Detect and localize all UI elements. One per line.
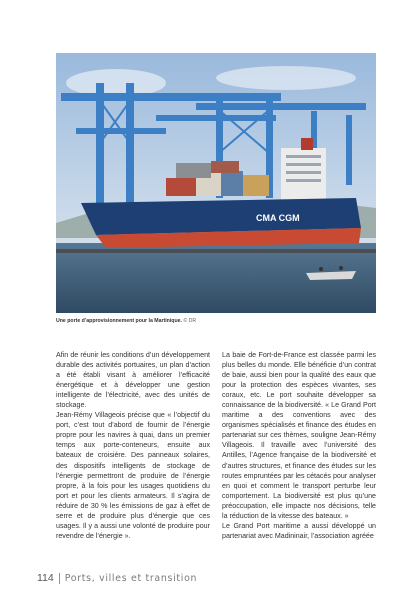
footer-divider bbox=[59, 573, 60, 584]
paragraph: Le Grand Port maritime a aussi développé un partenariat avec Madininair, l’association agréée bbox=[222, 521, 376, 540]
paragraph: Jean-Rémy Villageois précise que « l’objectif du port, c’est tout d’abord de fournir de l’énergie propre pour les navires à quai, dans un premier temps aux porte-conteneurs, ensuite aux bateaux de croisière. Des panneaux solaires, des dispositifs intelligents de stockage de l’énergie permettront de produire de l’énergie propre, à la fois pour les usages quotidiens du port et pour les clients armateurs. Il s’agira de réduire de 30 % les émissions de gaz à effet de serre et de produire plus d’énergie que ces usages. Il y a aussi une volonté de produire pour revendre de l’énergie ». bbox=[56, 411, 210, 540]
caption-credit: © DR bbox=[183, 318, 197, 324]
left-text-column bbox=[56, 350, 210, 541]
port-photo bbox=[56, 53, 376, 313]
paragraph: Afin de réunir les conditions d’un développement durable des activités portuaires, un plan d’action a été établi visant à améliorer l’efficacité énergétique et à développer une gestion intelligente de l’électricité, avec des unités de stockage. bbox=[56, 351, 210, 410]
caption-text: Une porte d’approvisionnement pour la Martinique. bbox=[56, 318, 182, 324]
photo-caption bbox=[56, 318, 376, 325]
right-text-column bbox=[222, 350, 376, 541]
page-footer bbox=[37, 571, 197, 585]
container-ship-image bbox=[56, 53, 376, 313]
page-number: 114 bbox=[37, 572, 54, 584]
paragraph: La baie de Fort-de-France est classée parmi les plus belles du monde. Elle bénéficie d’un contrat de baie, aussi bien pour la qualité des eaux que pour la protection des espèces vivantes, ses coraux, etc. Le port souhaite développer sa connaissance de la biodiversité. « Le Grand Port maritime a des conventions avec des organismes spécialisés et finance des études en partenariat sur ces thèmes, souligne Jean-Rémy Villageois. Il travaille avec l’université des Antilles, l’Agence française de la biodiversité et d’autres structures, et finance des études sur les routes empruntées par les cétacés pour analyser en quoi et comment le transport perturbe leur comportement. La biodiversité est plus qu’une préoccupation, elle impacte nos décisions, telle la réduction de la vitesse des bateaux. » bbox=[222, 351, 376, 520]
ship-hull-lettering: CMA CGM bbox=[256, 213, 300, 223]
section-title: Ports, villes et transition bbox=[64, 572, 198, 584]
